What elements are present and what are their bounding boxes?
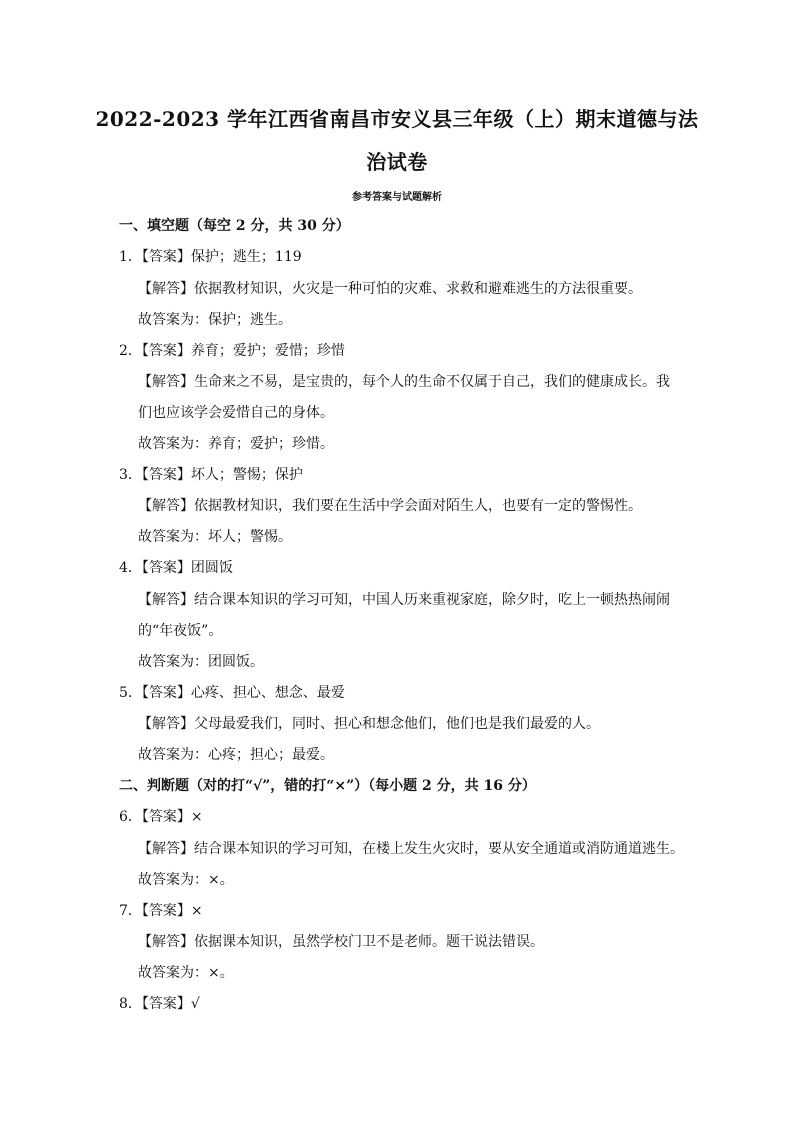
answer-line: 2．【答案】养育；爱护；爱惜；珍惜 bbox=[119, 343, 345, 359]
explanation-line: 的“年夜饭”。 bbox=[138, 623, 223, 639]
explanation-line: 们也应该学会爱惜自己的身体。 bbox=[138, 405, 334, 421]
explanation-line: 【解答】依据教材知识，火灾是一种可怕的灾难、求救和避难逃生的方法很重要。 bbox=[138, 281, 642, 297]
section-heading-true-false: 二、判断题（对的打“√”，错的打“×”）（每小题 2 分，共 16 分） bbox=[119, 778, 536, 794]
conclusion-line: 故答案为：坏人；警惕。 bbox=[138, 529, 292, 545]
conclusion-line: 故答案为：×。 bbox=[138, 965, 234, 981]
explanation-line: 【解答】依据课本知识，虽然学校门卫不是老师。题干说法错误。 bbox=[138, 934, 544, 950]
document-title-line-1: 2022-2023 学年江西省南昌市安义县三年级（上）期末道德与法 bbox=[95, 107, 699, 131]
answer-line: 3．【答案】坏人；警惕；保护 bbox=[119, 467, 303, 483]
document-title-line-2: 治试卷 bbox=[366, 150, 428, 174]
answer-line: 8．【答案】√ bbox=[119, 996, 200, 1012]
conclusion-line: 故答案为：保护；逃生。 bbox=[138, 312, 292, 328]
answer-line: 6．【答案】× bbox=[119, 809, 203, 825]
answer-line: 4．【答案】团圆饭 bbox=[119, 560, 233, 576]
explanation-line: 【解答】生命来之不易，是宝贵的，每个人的生命不仅属于自己，我们的健康成长。我 bbox=[138, 374, 670, 390]
explanation-line: 【解答】结合课本知识的学习可知，在楼上发生火灾时，要从安全通道或消防通道逃生。 bbox=[138, 841, 684, 857]
answer-line: 7．【答案】× bbox=[119, 903, 203, 919]
document-subtitle: 参考答案与试题解析 bbox=[352, 192, 442, 203]
explanation-line: 【解答】依据教材知识，我们要在生活中学会面对陌生人，也要有一定的警惕性。 bbox=[138, 498, 642, 514]
answer-line: 5．【答案】心疼、担心、想念、最爱 bbox=[119, 685, 345, 701]
explanation-line: 【解答】父母最爱我们，同时、担心和想念他们，他们也是我们最爱的人。 bbox=[138, 716, 600, 732]
answer-line: 1．【答案】保护；逃生；119 bbox=[119, 249, 302, 265]
conclusion-line: 故答案为：团圆饭。 bbox=[138, 654, 264, 670]
section-heading-fill-in: 一、填空题（每空 2 分，共 30 分） bbox=[119, 218, 350, 234]
conclusion-line: 故答案为：养育；爱护；珍惜。 bbox=[138, 436, 334, 452]
conclusion-line: 故答案为：×。 bbox=[138, 872, 234, 888]
explanation-line: 【解答】结合课本知识的学习可知，中国人历来重视家庭，除夕时，吃上一顿热热闹闹 bbox=[138, 592, 670, 608]
conclusion-line: 故答案为：心疼；担心；最爱。 bbox=[138, 747, 334, 763]
